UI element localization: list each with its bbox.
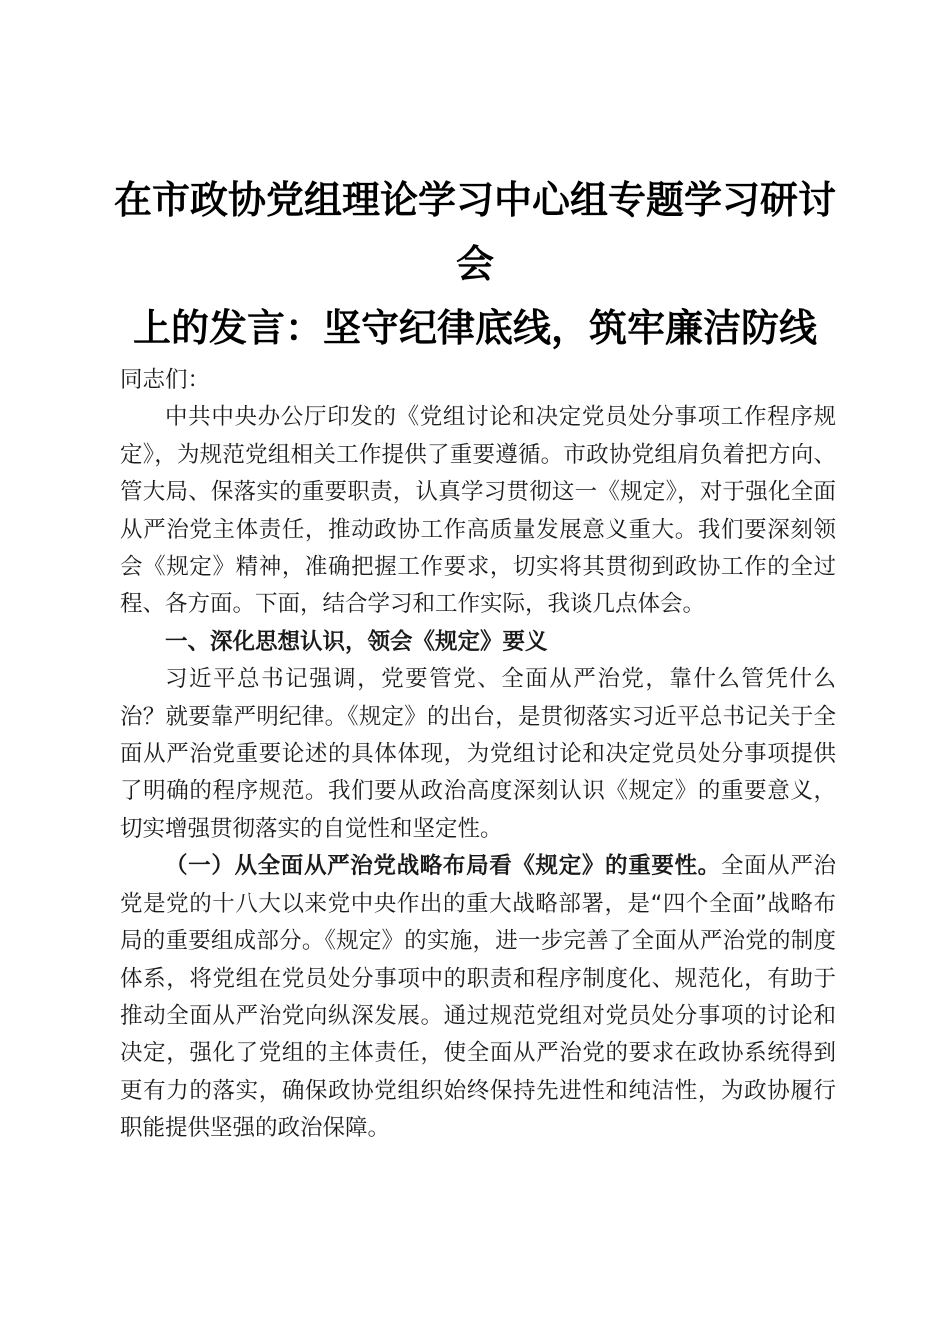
title-line-2: 上的发言：坚守纪律底线，筑牢廉洁防线 <box>132 305 817 350</box>
document-title <box>100 168 850 360</box>
subsection-1-lead: （一）从全面从严治党战略布局看《规定》的重要性。 <box>165 853 721 880</box>
subsection-1-paragraph <box>120 848 836 1147</box>
salutation: 同志们： <box>120 367 211 393</box>
subsection-1-text: 全面从严治党是党的十八大以来党中央作出的重大战略部署，是“四个全面”战略布局的重要组成部分。《规定》的实施，进一步完善了全面从严治党的制度体系，将党组在党员处分事项中的职责和程序制度化、规范化，有助于推动全面从严治党向纵深发展。通过规范党组对党员处分事项的讨论和决定，强化了党组的主体责任，使全面从严治党的要求在政协系统得到更有力的落实，确保政协党组织始终保持先进性和纯洁性，为政协履行职能提供坚强的政治保障。 <box>120 853 836 1142</box>
section-1-paragraph: 习近平总书记强调，党要管党、全面从严治党，靠什么管凭什么治？就要靠严明纪律。《规定》的出台，是贯彻落实习近平总书记关于全面从严治党重要论述的具体体现，为党组讨论和决定党员处分事项提供了明确的程序规范。我们要从政治高度深刻认识《规定》的重要意义，切实增强贯彻落实的自觉性和坚定性。 <box>120 666 836 842</box>
document-body <box>120 362 836 1148</box>
section-heading-1: 一、深化思想认识，领会《规定》要义 <box>165 628 548 655</box>
title-line-1: 在市政协党组理论学习中心组专题学习研讨会 <box>113 177 836 286</box>
intro-paragraph: 中共中央办公厅印发的《党组讨论和决定党员处分事项工作程序规定》，为规范党组相关工作提供了重要遵循。市政协党组肩负着把方向、管大局、保落实的重要职责，认真学习贯彻这一《规定》，对于强化全面从严治党主体责任，推动政协工作高质量发展意义重大。我们要深刻领会《规定》精神，准确把握工作要求，切实将其贯彻到政协工作的全过程、各方面。下面，结合学习和工作实际，我谈几点体会。 <box>120 404 836 618</box>
